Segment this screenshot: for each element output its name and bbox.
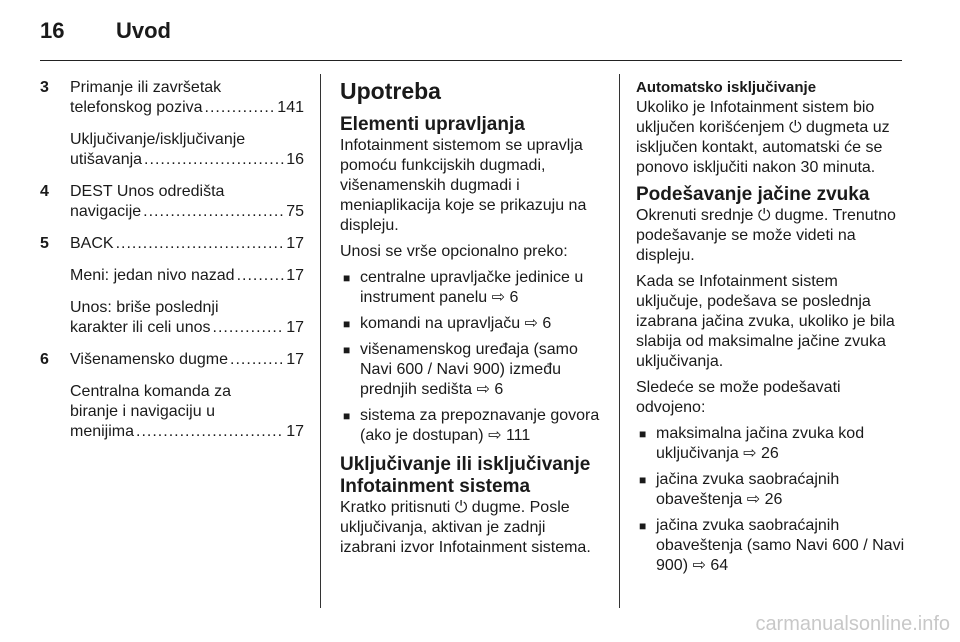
toc-line: [70, 350, 304, 370]
toc-page-ref: 17: [286, 423, 304, 440]
bullet-item: [340, 268, 604, 308]
bullet-list: [340, 268, 604, 446]
toc-leader-dots: [213, 318, 285, 338]
toc-number: 6: [40, 351, 49, 368]
toc-line: [70, 234, 304, 254]
toc-page-ref: 16: [286, 151, 304, 168]
subsection-title: Uključivanje ili isključivanje Infotainment sistema: [340, 454, 591, 497]
reference-page: 111: [505, 427, 531, 444]
toc-leader-dots: [144, 150, 284, 170]
subsection-title: Podešavanje jačine zvuka: [636, 184, 870, 205]
bullet-text: sistema za prepoznavanje govora (ako je dostupan): [360, 407, 600, 444]
arrow-icon: ⇨: [743, 445, 762, 462]
page-reference[interactable]: [747, 491, 783, 508]
arrow-icon: ⇨: [746, 491, 765, 508]
bullet-text: komandi na upravljaču: [360, 315, 525, 332]
reference-page: 26: [761, 445, 779, 462]
toc-line: [70, 98, 304, 118]
page-number: 16: [40, 18, 65, 43]
paragraph: Sledeće se može podešavati odvojeno:: [636, 379, 841, 416]
bullet-text: centralne upravljačke jedinice u instrument panelu: [360, 269, 584, 306]
arrow-icon: ⇨: [491, 289, 510, 306]
toc-line: [70, 202, 304, 222]
watermark: carmanualsonline.info: [755, 613, 950, 635]
page-reference[interactable]: [743, 445, 779, 462]
column-divider: [619, 74, 620, 608]
paragraph: Okrenuti srednje ⏻ dugme. Trenutno podešavanje se može videti na displeju.: [636, 207, 896, 264]
toc-text: Unos: briše poslednji: [70, 299, 219, 316]
toc-leader-dots: [205, 98, 276, 118]
bullet-item: [340, 406, 604, 446]
toc-text: DEST Unos odredišta: [70, 183, 225, 200]
bullet-text: jačina zvuka saobraćajnih obaveštenja: [656, 471, 840, 508]
bullet-item: [636, 424, 906, 464]
toc-page-ref: 17: [286, 267, 304, 284]
toc-leader-dots: [136, 422, 284, 442]
paragraph: Ukoliko je Infotainment sistem bio uključen korišćenjem ⏻ dugmeta uz isključen kontakt, automatski će se ponovo isključiti nakon 30 minuta.: [636, 99, 890, 176]
toc-leader-dots: [143, 202, 284, 222]
toc-number: 4: [40, 183, 49, 200]
right-column: [636, 78, 906, 584]
toc-text: Primanje ili završetak: [70, 79, 222, 96]
page-reference[interactable]: [488, 427, 530, 444]
reference-page: 26: [764, 491, 783, 508]
bullet-text: višenamenskog uređaja (samo Navi 600 / Navi 900) između prednjih sedišta: [360, 341, 578, 398]
toc-text: menijima: [70, 423, 135, 440]
toc-leader-dots: [230, 350, 284, 370]
toc-line: [70, 266, 304, 286]
toc-leader-dots: [237, 266, 285, 286]
toc-text: BACK: [70, 235, 114, 252]
paragraph: Kada se Infotainment sistem uključuje, podešava se poslednja izabrana jačina zvuka, ukoliko je bila slabija od maksimalne jačine zvuka uključivanja.: [636, 273, 895, 370]
minor-heading: Automatsko isključivanje: [636, 79, 817, 96]
toc-entry: [40, 382, 304, 442]
toc-line: [70, 422, 304, 442]
toc-page-ref: 17: [286, 235, 304, 252]
bullet-list: [636, 424, 906, 576]
toc-line: [70, 150, 304, 170]
reference-page: 64: [710, 557, 729, 574]
reference-page: 6: [542, 315, 552, 332]
bullet-item: [340, 340, 604, 400]
section-title: Upotreba: [340, 78, 441, 104]
toc-page-ref: 141: [277, 99, 304, 116]
toc-text: navigacije: [70, 203, 142, 220]
toc-page-ref: 75: [286, 203, 304, 220]
bullet-item: [636, 516, 906, 576]
arrow-icon: ⇨: [692, 557, 711, 574]
toc-text: Centralna komanda za: [70, 383, 231, 400]
toc-number: 3: [40, 79, 49, 96]
arrow-icon: ⇨: [524, 315, 543, 332]
toc-text: Višenamensko dugme: [70, 351, 229, 368]
toc-number: 5: [40, 235, 49, 252]
bullet-text: jačina zvuka saobraćajnih obaveštenja (samo Navi 600 / Navi 900): [656, 517, 905, 574]
toc-leader-dots: [116, 234, 285, 254]
page-reference[interactable]: [692, 557, 728, 574]
toc-entry: [40, 298, 304, 338]
toc-entry: [40, 130, 304, 170]
toc-line: [70, 318, 304, 338]
toc-entry: [40, 350, 304, 370]
bullet-item: [636, 470, 906, 510]
toc-entry: [40, 234, 304, 254]
paragraph: Unosi se vrše opcionalno preko:: [340, 243, 568, 260]
paragraph: Kratko pritisnuti ⏻ dugme. Posle uključivanja, aktivan je zadnji izabrani izvor Infotainment sistema.: [340, 499, 591, 556]
toc-page-ref: 17: [286, 351, 304, 368]
toc-entry: [40, 266, 304, 286]
header-rule: [40, 60, 902, 61]
chapter-title: Uvod: [116, 18, 171, 43]
page-reference[interactable]: [525, 315, 552, 332]
toc-text: Meni: jedan nivo nazad: [70, 267, 235, 284]
page-reference[interactable]: [477, 381, 504, 398]
reference-page: 6: [494, 381, 504, 398]
toc-text: Uključivanje/isključivanje: [70, 131, 246, 148]
reference-page: 6: [509, 289, 519, 306]
toc-column: [40, 78, 304, 454]
column-divider: [320, 74, 321, 608]
arrow-icon: ⇨: [476, 381, 495, 398]
toc-text: telefonskog poziva: [70, 99, 203, 116]
toc-text: karakter ili celi unos: [70, 319, 211, 336]
toc-text: biranje i navigaciju u: [70, 403, 215, 420]
page-reference[interactable]: [492, 289, 519, 306]
toc-entry: [40, 182, 304, 222]
main-column: [340, 78, 604, 564]
toc-entry: [40, 78, 304, 118]
paragraph: Infotainment sistemom se upravlja pomoću funkcijskih dugmadi, višenamenskih dugmadi i meniaplikacija koje se prikazuju na displeju.: [340, 137, 587, 234]
toc-text: utišavanja: [70, 151, 143, 168]
subsection-title: Elementi upravljanja: [340, 114, 525, 135]
toc-page-ref: 17: [286, 319, 304, 336]
bullet-item: [340, 314, 604, 334]
bullet-text: maksimalna jačina zvuka kod uključivanja: [656, 425, 865, 462]
arrow-icon: ⇨: [488, 427, 506, 444]
